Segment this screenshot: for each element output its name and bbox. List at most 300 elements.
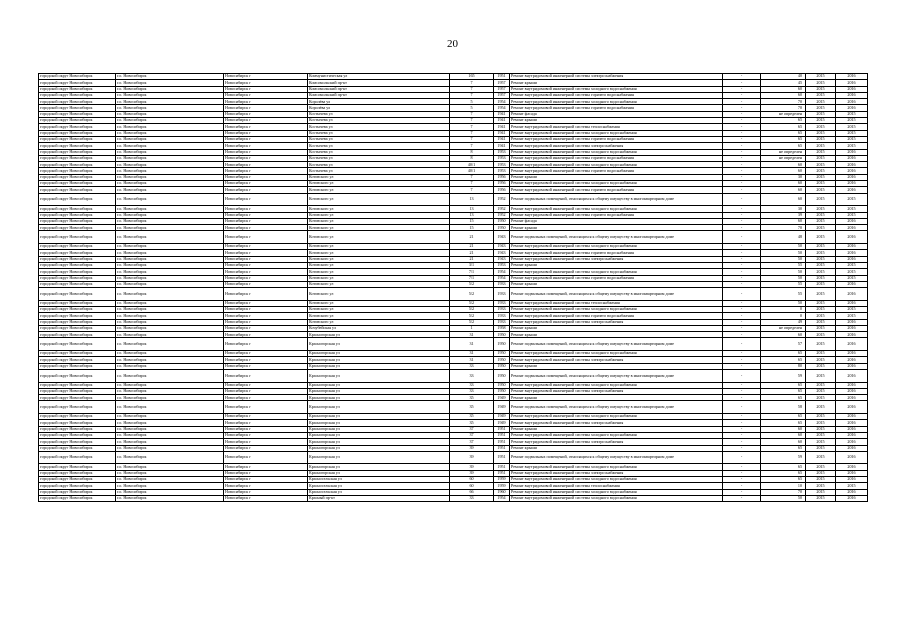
house-number-cell: 33	[450, 388, 494, 394]
dash-cell: -	[723, 464, 761, 470]
municipality-cell: городской округ Новосибирск	[39, 489, 116, 495]
municipality-cell: городской округ Новосибирск	[39, 269, 116, 275]
street-cell: Королёва ул	[308, 99, 450, 105]
city-cell: Новосибирск г	[224, 369, 308, 382]
municipality-cell: городской округ Новосибирск	[39, 281, 116, 287]
city-cell: Новосибирск г	[224, 218, 308, 224]
house-number-cell: 35	[450, 420, 494, 426]
house-number-cell: 7	[450, 187, 494, 193]
dash-cell: -	[723, 218, 761, 224]
work-type-cell: Ремонт внутридомовой инженерной системы холодного водоснабжения	[510, 477, 723, 483]
build-year-cell: 1953	[494, 168, 510, 174]
build-year-cell: 1950	[494, 332, 510, 338]
build-year-cell: 1941	[494, 124, 510, 130]
settlement-cell: г.о. Новосибирск	[116, 80, 224, 86]
start-year-cell: 2015	[806, 162, 836, 168]
settlement-cell: г.о. Новосибирск	[116, 451, 224, 464]
dash-cell: -	[723, 426, 761, 432]
build-year-cell: 1949	[494, 395, 510, 401]
municipality-cell: городской округ Новосибирск	[39, 74, 116, 80]
wear-cell: 60	[761, 193, 806, 206]
dash-cell: -	[723, 111, 761, 117]
settlement-cell: г.о. Новосибирск	[116, 92, 224, 98]
house-number-cell: 5/2	[450, 288, 494, 301]
city-cell: Новосибирск г	[224, 332, 308, 338]
house-number-cell: 7	[450, 130, 494, 136]
work-type-cell: Ремонт крыши	[510, 174, 723, 180]
work-type-cell: Ремонт внутридомовой инженерной системы электроснабжения	[510, 143, 723, 149]
city-cell: Новосибирск г	[224, 92, 308, 98]
dash-cell: -	[723, 420, 761, 426]
municipality-cell: городской округ Новосибирск	[39, 162, 116, 168]
settlement-cell: г.о. Новосибирск	[116, 143, 224, 149]
wear-cell: 59	[761, 369, 806, 382]
house-number-cell: 33	[450, 363, 494, 369]
build-year-cell: 1951	[494, 464, 510, 470]
house-number-cell: 165	[450, 74, 494, 80]
start-year-cell: 2015	[806, 231, 836, 244]
settlement-cell: г.о. Новосибирск	[116, 313, 224, 319]
start-year-cell: 2015	[806, 155, 836, 161]
build-year-cell: 1933	[494, 319, 510, 325]
dash-cell: -	[723, 99, 761, 105]
end-year-cell: 2016	[836, 149, 868, 155]
settlement-cell: г.о. Новосибирск	[116, 388, 224, 394]
work-type-cell: Ремонт внутридомовой инженерной системы холодного водоснабжения	[510, 382, 723, 388]
work-type-cell: Ремонт внутридомовой инженерной системы холодного водоснабжения	[510, 244, 723, 250]
work-type-cell: Ремонт подвальных помещений, относящихся к общему имуществу в многоквартирном доме	[510, 338, 723, 351]
municipality-cell: городской округ Новосибирск	[39, 168, 116, 174]
settlement-cell: г.о. Новосибирск	[116, 338, 224, 351]
municipality-cell: городской округ Новосибирск	[39, 477, 116, 483]
end-year-cell: 2016	[836, 420, 868, 426]
city-cell: Новосибирск г	[224, 74, 308, 80]
start-year-cell: 2015	[806, 212, 836, 218]
street-cell: Красногорская ул	[308, 332, 450, 338]
street-cell: Кочубейская ул	[308, 325, 450, 331]
start-year-cell: 2015	[806, 451, 836, 464]
dash-cell: -	[723, 495, 761, 501]
dash-cell: -	[723, 332, 761, 338]
end-year-cell: 2016	[836, 338, 868, 351]
settlement-cell: г.о. Новосибирск	[116, 357, 224, 363]
build-year-cell: 1951	[494, 426, 510, 432]
municipality-cell: городской округ Новосибирск	[39, 250, 116, 256]
build-year-cell: 1933	[494, 288, 510, 301]
settlement-cell: г.о. Новосибирск	[116, 414, 224, 420]
city-cell: Новосибирск г	[224, 118, 308, 124]
dash-cell: -	[723, 306, 761, 312]
end-year-cell: 2016	[836, 256, 868, 262]
municipality-cell: городской округ Новосибирск	[39, 426, 116, 432]
street-cell: Красногорская ул	[308, 395, 450, 401]
street-cell: Костычева ул	[308, 143, 450, 149]
work-type-cell: Ремонт подвальных помещений, относящихся к общему имуществу в многоквартирном доме	[510, 401, 723, 414]
start-year-cell: 2015	[806, 489, 836, 495]
work-type-cell: Ремонт внутридомовой инженерной системы холодного водоснабжения	[510, 495, 723, 501]
city-cell: Новосибирск г	[224, 489, 308, 495]
municipality-cell: городской округ Новосибирск	[39, 111, 116, 117]
settlement-cell: г.о. Новосибирск	[116, 231, 224, 244]
wear-cell: 60	[761, 332, 806, 338]
end-year-cell: 2016	[836, 432, 868, 438]
work-type-cell: Ремонт внутридомовой инженерной системы холодного водоснабжения	[510, 269, 723, 275]
municipality-cell: городской округ Новосибирск	[39, 332, 116, 338]
end-year-cell: 2016	[836, 332, 868, 338]
municipality-cell: городской округ Новосибирск	[39, 130, 116, 136]
house-number-cell: 8	[450, 155, 494, 161]
street-cell: Костычева ул	[308, 118, 450, 124]
street-cell: Красногорская ул	[308, 451, 450, 464]
settlement-cell: г.о. Новосибирск	[116, 244, 224, 250]
wear-cell: 65	[761, 357, 806, 363]
start-year-cell: 2015	[806, 483, 836, 489]
wear-cell: 70	[761, 489, 806, 495]
house-number-cell: 15	[450, 218, 494, 224]
city-cell: Новосибирск г	[224, 477, 308, 483]
build-year-cell: 1943	[494, 250, 510, 256]
municipality-cell: городской округ Новосибирск	[39, 357, 116, 363]
end-year-cell: 2016	[836, 369, 868, 382]
build-year-cell: 1954	[494, 105, 510, 111]
street-cell: Котовского ул	[308, 313, 450, 319]
work-type-cell: Ремонт подвальных помещений, относящихся к общему имуществу в многоквартирном доме	[510, 369, 723, 382]
start-year-cell: 2015	[806, 495, 836, 501]
start-year-cell: 2015	[806, 477, 836, 483]
city-cell: Новосибирск г	[224, 401, 308, 414]
municipality-cell: городской округ Новосибирск	[39, 351, 116, 357]
house-number-cell: 39	[450, 464, 494, 470]
wear-cell: 60	[761, 439, 806, 445]
dash-cell: -	[723, 225, 761, 231]
wear-cell: 50	[761, 250, 806, 256]
wear-cell: 65	[761, 420, 806, 426]
end-year-cell: 2015	[836, 118, 868, 124]
house-number-cell: 33	[450, 495, 494, 501]
work-type-cell: Ремонт внутридомовой инженерной системы холодного водоснабжения	[510, 181, 723, 187]
work-type-cell: Ремонт внутридомовой инженерной системы электроснабжения	[510, 388, 723, 394]
end-year-cell: 2016	[836, 155, 868, 161]
wear-cell: 70	[761, 105, 806, 111]
street-cell: Красногорская ул	[308, 401, 450, 414]
end-year-cell: 2015	[836, 124, 868, 130]
house-number-cell: 7	[450, 143, 494, 149]
wear-cell: 60	[761, 162, 806, 168]
house-number-cell: 35	[450, 401, 494, 414]
work-type-cell: Ремонт внутридомовой инженерной системы горячего водоснабжения	[510, 168, 723, 174]
city-cell: Новосибирск г	[224, 439, 308, 445]
end-year-cell: 2016	[836, 288, 868, 301]
dash-cell: -	[723, 74, 761, 80]
start-year-cell: 2015	[806, 74, 836, 80]
settlement-cell: г.о. Новосибирск	[116, 470, 224, 476]
work-type-cell: Ремонт внутридомовой инженерной системы холодного водоснабжения	[510, 149, 723, 155]
municipality-cell: городской округ Новосибирск	[39, 86, 116, 92]
wear-cell: 60	[761, 218, 806, 224]
wear-cell: не определен	[761, 325, 806, 331]
street-cell: Котовского ул	[308, 174, 450, 180]
city-cell: Новосибирск г	[224, 143, 308, 149]
street-cell: Костычева ул	[308, 130, 450, 136]
end-year-cell: 2016	[836, 445, 868, 451]
settlement-cell: г.о. Новосибирск	[116, 281, 224, 287]
city-cell: Новосибирск г	[224, 99, 308, 105]
dash-cell: -	[723, 244, 761, 250]
street-cell: Котовского ул	[308, 218, 450, 224]
house-number-cell: 7/1	[450, 275, 494, 281]
city-cell: Новосибирск г	[224, 269, 308, 275]
work-type-cell: Ремонт внутридомовой инженерной системы холодного водоснабжения	[510, 99, 723, 105]
wear-cell: 60	[761, 432, 806, 438]
wear-cell: 10	[761, 483, 806, 489]
build-year-cell: 1951	[494, 445, 510, 451]
settlement-cell: г.о. Новосибирск	[116, 155, 224, 161]
settlement-cell: г.о. Новосибирск	[116, 99, 224, 105]
municipality-cell: городской округ Новосибирск	[39, 338, 116, 351]
end-year-cell: 2016	[836, 300, 868, 306]
street-cell: Красногорская ул	[308, 426, 450, 432]
house-number-cell: 7	[450, 136, 494, 142]
house-number-cell: 13	[450, 206, 494, 212]
dash-cell: -	[723, 395, 761, 401]
city-cell: Новосибирск г	[224, 244, 308, 250]
start-year-cell: 2015	[806, 332, 836, 338]
work-type-cell: Ремонт крыши	[510, 325, 723, 331]
municipality-cell: городской округ Новосибирск	[39, 174, 116, 180]
end-year-cell: 2016	[836, 495, 868, 501]
street-cell: Комсомольский пр-кт	[308, 86, 450, 92]
build-year-cell: 1950	[494, 338, 510, 351]
dash-cell: -	[723, 149, 761, 155]
dash-cell: -	[723, 445, 761, 451]
city-cell: Новосибирск г	[224, 445, 308, 451]
dash-cell: -	[723, 124, 761, 130]
work-type-cell: Ремонт внутридомовой инженерной системы электроснабжения	[510, 319, 723, 325]
municipality-cell: городской округ Новосибирск	[39, 319, 116, 325]
settlement-cell: г.о. Новосибирск	[116, 187, 224, 193]
street-cell: Котовского ул	[308, 269, 450, 275]
build-year-cell: 1957	[494, 86, 510, 92]
build-year-cell: 1950	[494, 351, 510, 357]
start-year-cell: 2015	[806, 306, 836, 312]
dash-cell: -	[723, 319, 761, 325]
end-year-cell: 2016	[836, 231, 868, 244]
wear-cell: 50	[761, 300, 806, 306]
end-year-cell: 2016	[836, 319, 868, 325]
city-cell: Новосибирск г	[224, 495, 308, 501]
wear-cell: 65	[761, 477, 806, 483]
dash-cell: -	[723, 92, 761, 98]
street-cell: Красногорская ул	[308, 464, 450, 470]
municipality-cell: городской округ Новосибирск	[39, 118, 116, 124]
dash-cell: -	[723, 130, 761, 136]
build-year-cell: 1949	[494, 414, 510, 420]
house-number-cell: 7	[450, 124, 494, 130]
city-cell: Новосибирск г	[224, 470, 308, 476]
wear-cell: 65	[761, 130, 806, 136]
dash-cell: -	[723, 483, 761, 489]
start-year-cell: 2015	[806, 149, 836, 155]
end-year-cell: 2016	[836, 382, 868, 388]
end-year-cell: 2016	[836, 225, 868, 231]
municipality-cell: городской округ Новосибирск	[39, 483, 116, 489]
end-year-cell: 2015	[836, 262, 868, 268]
settlement-cell: г.о. Новосибирск	[116, 319, 224, 325]
house-number-cell: 31	[450, 357, 494, 363]
wear-cell: 30	[761, 174, 806, 180]
street-cell: Котовского ул	[308, 231, 450, 244]
end-year-cell: 2016	[836, 395, 868, 401]
municipality-cell: городской округ Новосибирск	[39, 181, 116, 187]
street-cell: Комсомольский пр-кт	[308, 92, 450, 98]
street-cell: Котовского ул	[308, 262, 450, 268]
work-type-cell: Ремонт внутридомовой инженерной системы электроснабжения	[510, 470, 723, 476]
start-year-cell: 2015	[806, 300, 836, 306]
work-type-cell: Ремонт внутридомовой инженерной системы электроснабжения	[510, 357, 723, 363]
municipality-cell: городской округ Новосибирск	[39, 155, 116, 161]
start-year-cell: 2015	[806, 363, 836, 369]
house-number-cell: 37	[450, 432, 494, 438]
wear-cell: не определен	[761, 111, 806, 117]
city-cell: Новосибирск г	[224, 382, 308, 388]
house-number-cell: 21	[450, 244, 494, 250]
city-cell: Новосибирск г	[224, 420, 308, 426]
settlement-cell: г.о. Новосибирск	[116, 206, 224, 212]
capital-repair-table	[38, 73, 868, 502]
dash-cell: -	[723, 86, 761, 92]
dash-cell: -	[723, 432, 761, 438]
city-cell: Новосибирск г	[224, 426, 308, 432]
end-year-cell: 2015	[836, 212, 868, 218]
house-number-cell: 3/1	[450, 262, 494, 268]
municipality-cell: городской округ Новосибирск	[39, 470, 116, 476]
end-year-cell: 2016	[836, 187, 868, 193]
start-year-cell: 2015	[806, 225, 836, 231]
house-number-cell: 37	[450, 426, 494, 432]
work-type-cell: Ремонт внутридомовой инженерной системы холодного водоснабжения	[510, 130, 723, 136]
settlement-cell: г.о. Новосибирск	[116, 74, 224, 80]
settlement-cell: г.о. Новосибирск	[116, 432, 224, 438]
dash-cell: -	[723, 193, 761, 206]
settlement-cell: г.о. Новосибирск	[116, 105, 224, 111]
city-cell: Новосибирск г	[224, 414, 308, 420]
dash-cell: -	[723, 250, 761, 256]
wear-cell: 65	[761, 388, 806, 394]
dash-cell: -	[723, 414, 761, 420]
street-cell: Костычева ул	[308, 162, 450, 168]
start-year-cell: 2015	[806, 130, 836, 136]
municipality-cell: городской округ Новосибирск	[39, 414, 116, 420]
wear-cell: 0	[761, 313, 806, 319]
city-cell: Новосибирск г	[224, 313, 308, 319]
house-number-cell: 7	[450, 174, 494, 180]
settlement-cell: г.о. Новосибирск	[116, 382, 224, 388]
start-year-cell: 2015	[806, 181, 836, 187]
dash-cell: -	[723, 382, 761, 388]
start-year-cell: 2015	[806, 118, 836, 124]
work-type-cell: Ремонт крыши	[510, 281, 723, 287]
dash-cell: -	[723, 256, 761, 262]
house-number-cell: 7	[450, 111, 494, 117]
build-year-cell: 1950	[494, 363, 510, 369]
municipality-cell: городской округ Новосибирск	[39, 288, 116, 301]
wear-cell: 60	[761, 181, 806, 187]
start-year-cell: 2015	[806, 187, 836, 193]
house-number-cell: 21	[450, 231, 494, 244]
house-number-cell: 5/2	[450, 300, 494, 306]
dash-cell: -	[723, 231, 761, 244]
end-year-cell: 2015	[836, 313, 868, 319]
end-year-cell: 2015	[836, 269, 868, 275]
start-year-cell: 2015	[806, 325, 836, 331]
work-type-cell: Ремонт подвальных помещений, относящихся к общему имуществу в многоквартирном доме	[510, 451, 723, 464]
table-row	[39, 193, 868, 206]
end-year-cell: 2016	[836, 80, 868, 86]
build-year-cell: 1943	[494, 231, 510, 244]
city-cell: Новосибирск г	[224, 225, 308, 231]
municipality-cell: городской округ Новосибирск	[39, 187, 116, 193]
build-year-cell: 1943	[494, 244, 510, 250]
dash-cell: -	[723, 388, 761, 394]
table-row	[39, 231, 868, 244]
work-type-cell: Ремонт внутридомовой инженерной системы горячего водоснабжения	[510, 187, 723, 193]
build-year-cell: 1951	[494, 439, 510, 445]
settlement-cell: г.о. Новосибирск	[116, 225, 224, 231]
start-year-cell: 2015	[806, 111, 836, 117]
start-year-cell: 2015	[806, 281, 836, 287]
dash-cell: -	[723, 477, 761, 483]
start-year-cell: 2015	[806, 313, 836, 319]
end-year-cell: 2016	[836, 388, 868, 394]
start-year-cell: 2015	[806, 80, 836, 86]
end-year-cell: 2016	[836, 168, 868, 174]
dash-cell: -	[723, 174, 761, 180]
end-year-cell: 2016	[836, 325, 868, 331]
dash-cell: -	[723, 206, 761, 212]
municipality-cell: городской округ Новосибирск	[39, 244, 116, 250]
dash-cell: -	[723, 143, 761, 149]
build-year-cell: 1954	[494, 269, 510, 275]
settlement-cell: г.о. Новосибирск	[116, 464, 224, 470]
street-cell: Котовского ул	[308, 244, 450, 250]
wear-cell: 65	[761, 351, 806, 357]
street-cell: Котовского ул	[308, 288, 450, 301]
municipality-cell: городской округ Новосибирск	[39, 495, 116, 501]
municipality-cell: городской округ Новосибирск	[39, 382, 116, 388]
house-number-cell: 13	[450, 193, 494, 206]
start-year-cell: 2015	[806, 174, 836, 180]
municipality-cell: городской округ Новосибирск	[39, 136, 116, 142]
build-year-cell: 1952	[494, 193, 510, 206]
start-year-cell: 2015	[806, 426, 836, 432]
start-year-cell: 2015	[806, 351, 836, 357]
start-year-cell: 2015	[806, 86, 836, 92]
wear-cell: 65	[761, 124, 806, 130]
end-year-cell: 2016	[836, 162, 868, 168]
wear-cell: 65	[761, 382, 806, 388]
street-cell: Костычева ул	[308, 136, 450, 142]
wear-cell: 40	[761, 74, 806, 80]
build-year-cell: 1950	[494, 382, 510, 388]
city-cell: Новосибирск г	[224, 174, 308, 180]
build-year-cell: 1951	[494, 451, 510, 464]
work-type-cell: Ремонт внутридомовой инженерной системы холодного водоснабжения	[510, 351, 723, 357]
end-year-cell: 2015	[836, 130, 868, 136]
city-cell: Новосибирск г	[224, 275, 308, 281]
build-year-cell: 1933	[494, 306, 510, 312]
build-year-cell: 1957	[494, 80, 510, 86]
start-year-cell: 2015	[806, 99, 836, 105]
